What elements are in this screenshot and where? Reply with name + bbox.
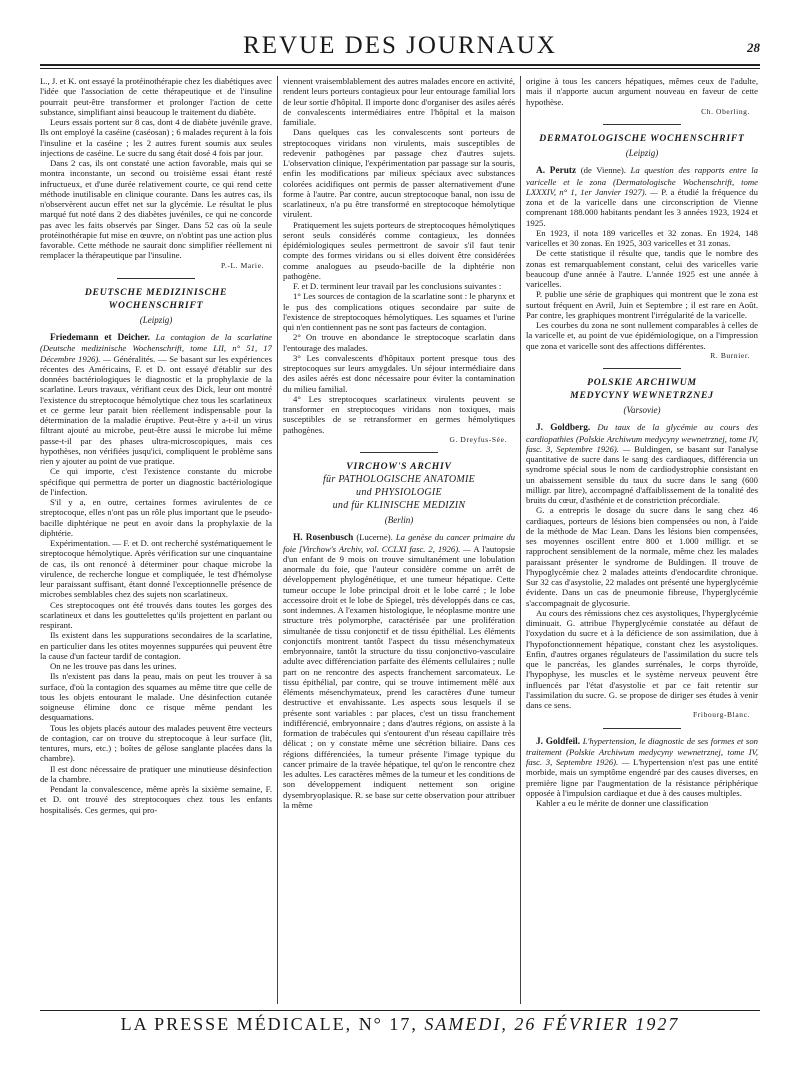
paragraph: P. publie une série de graphiques qui montrent que le zona est surtout fréquent en Avril, Juin et Septembre ; il est rare en Août. Par contre, les graphiques montrent l'irrégularité de la varicelle.: [526, 289, 758, 320]
column-right: [526, 76, 758, 1006]
column-left: [40, 76, 272, 1006]
paragraph: Expérimentation. — F. et D. ont recherché systématiquement le streptocoque hémolytique. Après vérification sur une cinquantaine de cas, ils ont renoncé à déterminer pour chaque microbe la virulence, de recherche longue et compliquée, le test d'hémolyse leur paraissant suffisant, étant donné l'exceptionnelle présence de microbes semblables chez des sujets non scarlatineux.: [40, 538, 272, 600]
section-title-line: für PATHOLOGISCHE ANATOMIE: [322, 474, 476, 485]
article-lead: [40, 332, 272, 466]
running-head: [40, 32, 760, 62]
article-text: Buldingen, se basant sur l'analyse quantitative de sucre dans le sang des cardiaques, différencia un syndrome spécial sous le nom de cardiodystrophie consistant en un abaissement sensible du taux du sucre dans le sang (600 milligr. par litre), accompagné d'affaiblissement de la tonalité des bruits du cœur, d'asthénie et de constriction précordiale.: [526, 443, 758, 505]
article-authors: J. Goldfeil.: [536, 736, 581, 747]
paragraph: Pratiquement les sujets porteurs de streptocoques hémolytiques seront seuls considérés comme contagieux, les données épidémiologiques seules permettront de savoir s'il faut tenir compte des formes viridans ou si elles doivent être considérées comme analogues au pseudo-bacille de la diphtérie non pathogène.: [283, 219, 515, 281]
article-reference: (Dermatologische Wochenschrift, tome LXXXIV, n° 1, 1er Janvier 1927). —: [526, 176, 758, 197]
article-place: (Lucerne).: [356, 532, 393, 543]
paragraph: viennent vraisemblablement des autres malades encore en activité, rendent leurs porteurs contagieux pour leur entourage familial lors de leur sortie d'hôpital. Il importe donc d'organiser des asiles aérés de convalescents intermédiaires entre l'hôpital et la maison familiale.: [283, 76, 515, 127]
article-lead: [526, 422, 758, 505]
paragraph: Les courbes du zona ne sont nullement comparables à celles de la varicelle et, au point de vue épidémiologique, on a l'impression que zona et varicelle sont des affections différentes.: [526, 320, 758, 351]
section-title-line: und für KLINISCHE MEDIZIN: [332, 500, 466, 511]
paragraph: Ce qui importe, c'est l'existence constante du microbe spécifique qui permettra de porter un diagnostic bactériologique de l'infection.: [40, 466, 272, 497]
paragraph: Ces streptocoques ont été trouvés dans toutes les gorges des scarlatineux et dans les gouttelettes qu'ils projettent en parlant ou respirant.: [40, 599, 272, 630]
author-signature: G. Dreyfus-Sée.: [449, 434, 507, 444]
article-authors: H. Rosenbusch: [293, 533, 354, 544]
article-title: La question des rapports entre la varicelle et le zona: [526, 165, 758, 187]
article-authors: J. Goldberg.: [536, 423, 591, 434]
section-title-line: MEDYCYNY WEWNETRZNEJ: [570, 390, 714, 401]
section-title: VIRCHOW'S ARCHIV: [346, 461, 452, 472]
section-rule: [603, 124, 682, 125]
article-reference: (Polskie Archiwum medycyny wewnetrznej, tome IV, fasc. 3, Septembre 1926). —: [526, 746, 758, 767]
section-rule: [117, 278, 196, 279]
journal-title: REVUE DES JOURNAUX: [243, 32, 557, 59]
article-text: Généralités. — Se basant sur les expériences récentes des Américains, F. et D. ont essayé d'établir sur des données bactériologiques le diagnostic et la prophylaxie de la scarlatine. Leurs travaux, vérifiant ceux des Dick, leur ont montré l'existence du streptocoque hémolytique chez tous les scarlatineux et ce germe leur parait bien réellement indispensable pour la détermination de la maladie éruptive. Peut-être y a-t-il un virus filtrant ajouté au microbe, peut-être aussi le microbe lui même passe-t-il par des phases ultra-microscopiques, mais ces hypothèses, non vérifiées jusqu'ici, compliquent le problème sans rien y ajouter au point de vue pratique.: [40, 353, 272, 466]
footer-issue: N° 17,: [358, 1014, 418, 1034]
article-authors: A. Perutz: [536, 166, 577, 177]
header-rule-thin: [40, 68, 760, 69]
author-signature: P.-L. Marie.: [220, 260, 264, 270]
article-title: L'hypertension, le diagnostic de ses formes et son traitement: [526, 735, 758, 757]
section-title: DEUTSCHE MEDIZINISCHE WOCHENSCHRIFT: [84, 286, 228, 311]
paragraph: G. a entrepris le dosage du sucre dans le sang chez 46 cardiaques, porteurs de lésions bien compensées ou non, à l'aide de la méthode de Mac Lean. Dans les lésions bien compensées, ses moyennes oscillent entre 800 et 1.000 milligr. et se rapprochent sensiblement de la normale, même chez les malades paraissant présenter le syndrome de Buldingen. Il trouve de l'hypoglycémie chez 2 malades atteints d'endocardite chronique. Sur 32 cas d'asystolie, 22 malades ont présenté une hyperglycémie évidente. Dans un cas de pneumonie fibreuse, l'hyperglycémie s'accompagnait de glycosurie.: [526, 505, 758, 608]
section-title: POLSKIE ARCHIWUM: [587, 377, 697, 388]
paragraph: S'il y a, en outre, certaines formes avirulentes de ce streptocoque, elles n'ont pas un rôle plus important que le pseudo-bacille diphtérique ne peut en avoir dans la prophylaxie de la diphtérie.: [40, 497, 272, 538]
section-rule: [603, 368, 682, 369]
article-lead: [526, 165, 758, 228]
article-authors: Friedemann et Deicher.: [50, 333, 150, 343]
paragraph: 4° Les streptocoques scarlatineux virulents peuvent se transformer en streptocoques viridans non toxiques, mais susceptibles de se retransformer en germes hémolytiques pathogènes.: [283, 393, 515, 435]
paragraph: origine à tous les cancers hépatiques, mêmes ceux de l'adulte, mais il n'apporte aucun argument nouveau en faveur de cette hypothèse.: [526, 76, 758, 107]
paragraph: Dans 2 cas, ils ont constaté une action favorable, mais qui se montra inconstante, un second ou troisième essai étant resté infructueux, et d'une durée relativement courte, ce qui rend cette méthode inutilisable en clinique courante. Dans les autres cas, ils n'observèrent aucun effet net sur la glycémie. Le résultat le plus marqué fut noté dans 2 des diabètes juvéniles, ce qui ne concorde pas avec les faits observés par Singer. Dans 52 cas où la seule protéinothérapie fut mise en œuvre, on n'obtint pas une action plus favorable. Cette méthode ne saurait donc simplifier réellement ni remplacer la thérapeutique par l'insuline.: [40, 158, 272, 261]
section-title: DERMATOLOGISCHE WOCHENSCHRIFT: [539, 133, 745, 144]
section-title-line: und PHYSIOLOGIE: [356, 487, 442, 498]
article-lead: [526, 736, 758, 799]
section-city: (Leipzig): [139, 314, 173, 325]
paragraph: Ils existent dans les suppurations secondaires de la scarlatine, en particulier dans les otites moyennes suppurées qui peuvent être la cause d'un facteur tardif de contagion.: [40, 630, 272, 661]
paragraph: L., J. et K. ont essayé la protéinothérapie chez les diabétiques avec l'idée que l'association de cette thérapeutique et de l'insuline pourrait peut-être transformer et prolonger l'action de cette substance, simplifiant ainsi beaucoup le traitement du diabète.: [40, 76, 272, 117]
article-text: L'hypertension n'est pas une entité morbide, mais un symptôme engendré par des causes diverses, en première ligne par l'augmentation de la résistance périphérique opposée à l'impulsion cardiaque et due à des causes multiples.: [526, 757, 758, 798]
footer-journal: LA PRESSE MÉDICALE,: [120, 1014, 353, 1034]
article-title: Du taux de la glycémie au cours des cardiopathies: [526, 422, 758, 444]
section-city: (Leipzig): [625, 148, 659, 158]
article-place: (de Vienne).: [580, 165, 626, 176]
paragraph: Pendant la convalescence, même après la sixième semaine, F. et D. ont trouvé des streptocoques chez tous les enfants hospitalisés. Ces germes, qui pro-: [40, 784, 272, 815]
article-text: P. a étudié la fréquence du zona et de la varicelle dans une circonscription de Vienne comprenant 188.000 habitants pendant les 3 années 1923, 1924 et 1925.: [526, 186, 758, 228]
column-divider: [520, 76, 521, 1004]
paragraph: On ne les trouve pas dans les urines.: [50, 661, 177, 671]
column-middle: [283, 76, 515, 1006]
article-lead: [283, 532, 515, 810]
paragraph: Au cours des rémissions chez ces asystoliques, l'hyperglycémie diminuait. G. attribue l'hyperglycémie constatée au défaut de l'oxydation du sucre et à la déficience de son assimilation, due à l'hypofonctionnement hépatique, constant chez les asystoliques. Enfin, d'autres organes régulateurs de l'assimilation du sucre tels que le pancréas, les glandes surrénales, le corps thyroïde, l'hypophyse, les muscles et le système nerveux peuvent être influencés par l'état d'asystolie et par ce fait retentir sur l'assimilation du sucre. G. se propose de diriger ses études à venir dans ce sens.: [526, 607, 758, 710]
paragraph: Kahler a eu le mérite de donner une classification: [536, 798, 709, 808]
paragraph: Tous les objets placés autour des malades peuvent être vecteurs de contagion, car on trouve du streptocoque à leur surface (lit, tentures, murs, etc.) ; boîtes de gélose sanglante placées dans la chambre).: [40, 722, 272, 764]
paragraph: 2° On trouve en abondance le streptocoque scarlatin dans l'entourage des malades.: [283, 332, 515, 353]
footer-date: SAMEDI, 26 FÉVRIER 1927: [424, 1014, 680, 1034]
section-city: (Berlin): [384, 515, 414, 525]
paragraph: Dans quelques cas les convalescents sont porteurs de streptocoques viridans non virulents, mais susceptibles de redevenir pathogènes par passage chez d'autres sujets. L'observation clinique, l'expérimentation par passage sur la souris, enfin les modifications par milieux spéciaux avec substances colorées acidifiques ont permis de passer alternativement d'une forme à l'autre. Par contre, aucun streptocoque banal, non issu de scarlatineux, n'a pu être transformé en streptocoque hémolytique virulent.: [283, 127, 515, 220]
paragraph: 3° Les convalescents d'hôpitaux portent presque tous des streptocoques sur leurs amygdales. Un séjour intermédiaire dans des asiles aérés est donc nécessaire pour éviter la contamination du milieu familial.: [283, 352, 515, 394]
article-reference: [Virchow's Archiv, vol. CCLXI fasc. 2, 1926). —: [298, 543, 471, 554]
paragraph: En 1923, il nota 189 varicelles et 32 zonas. En 1924, 148 varicelles et 30 zonas. En 1925, 303 varicelles et 31 zonas.: [526, 227, 758, 248]
article-title: La contagion de la scarlatine: [155, 332, 272, 342]
article-title: La genèse du cancer primaire du foie: [283, 532, 515, 554]
article-reference: (Polskie Archiwum medycyny wewnetrznej, tome IV, fasc. 3, Septembre 1926). —: [526, 433, 758, 454]
paragraph: F. et D. terminent leur travail par les conclusions suivantes :: [293, 281, 502, 291]
author-signature: Fribourg-Blanc.: [693, 710, 750, 720]
paragraph: Il est donc nécessaire de pratiquer une minutieuse désinfection de la chambre.: [40, 763, 272, 784]
page-footer: [40, 1014, 760, 1035]
paragraph: 1° Les sources de contagion de la scarlatine sont : le pharynx et le pus des complications otiques secondaire par suite de l'existence de streptocoques hémolytiques. Les squames et l'urine qui n'en contiennent pas ne sont pas facteurs de contagion.: [283, 291, 515, 332]
author-signature: R. Burnier.: [710, 350, 750, 360]
article-reference: (Deutsche medizinische Wochenschrift, tome LII, n° 51, 17 Décembre 1926). —: [40, 343, 272, 364]
section-rule: [603, 728, 682, 729]
section-city: (Varsovie): [623, 405, 661, 415]
paragraph: De cette statistique il résulte que, tandis que le nombre des zonas est remarquablement constant, celui des varicelles varie beaucoup d'une année à l'autre. L'année 1925 est une année à varicelles.: [526, 248, 758, 289]
column-divider: [277, 76, 278, 1004]
article-text: A l'autopsie d'un enfant de 9 mois on trouve simultanément une lobulation anormale du foie, que l'auteur considère comme un arrêt de développement phylogénétique, et une tumeur hépatique. Cette tumeur occupe le lobe principal droit et le lobe carré ; le lobe accessoire droit et le lobe de Spiegel, très développés dans ce cas, sont indemnes. A l'examen histologique, le néoplasme montre une structure très polymorphe, caractérisée par une prolifération simultanée de tissu conjonctif et de tissu épithélial. Les éléments conjonctifs montrent tantôt l'aspect du tissu mésenchymateux embryonnaire, tantôt la structure du tissu conjonctivo-vasculaire adulte avec différenciation parfaite des éléments cellulaires ; nulle part on ne rencontre des aspects franchement sarcomateux. Le tissu épithélial, par contre, qui se trouve intimement mêlé aux éléments mésenchymateux, prend les caractères d'une tumeur destructive et envahissante. Les aspects sous lesquels il se présente sont variables : par places, c'est un tissu franchement indifférencié, embryonnaire ; dans d'autres régions, on assiste à la formation de trabécules qui s'entourent d'un réseau capillaire très délicat ; on y constate même une sécrétion biliaire. Dans ces régions différenciées, la tumeur présente l'image typique du cancer primaire de la travée hépatique, tel qu'on le rencontre chez les adultes. Les caractères mêmes de la tumeur et les conditions de son développement indiquent nettement son origine dysembryoplasique. R. se base sur cette observation pour attribuer la même: [283, 543, 515, 810]
paragraph: Ils n'existent pas dans la peau, mais on peut les trouver à sa surface, d'où la contagion des squames au même titre que celle de tous les objets entourant le malade. Une désinfection cutanée soigneuse élimine donc ce risque même pendant les desquamations.: [40, 671, 272, 723]
header-rule: [40, 64, 760, 66]
section-rule: [360, 452, 439, 453]
footer-rule: [40, 1010, 760, 1011]
page-number: 28: [747, 40, 760, 55]
author-signature: Ch. Oberling.: [701, 106, 750, 116]
paragraph: Leurs essais portent sur 8 cas, dont 4 de diabète juvénile grave. Ils ont employé la caséine (caséosan) ; 6 malades reçurent à la fois l'insuline et la caséine ; les 2 autres furent soumis aux seules injections de caséine. Le sucre du sang était dosé 4 fois par jour.: [40, 117, 272, 158]
